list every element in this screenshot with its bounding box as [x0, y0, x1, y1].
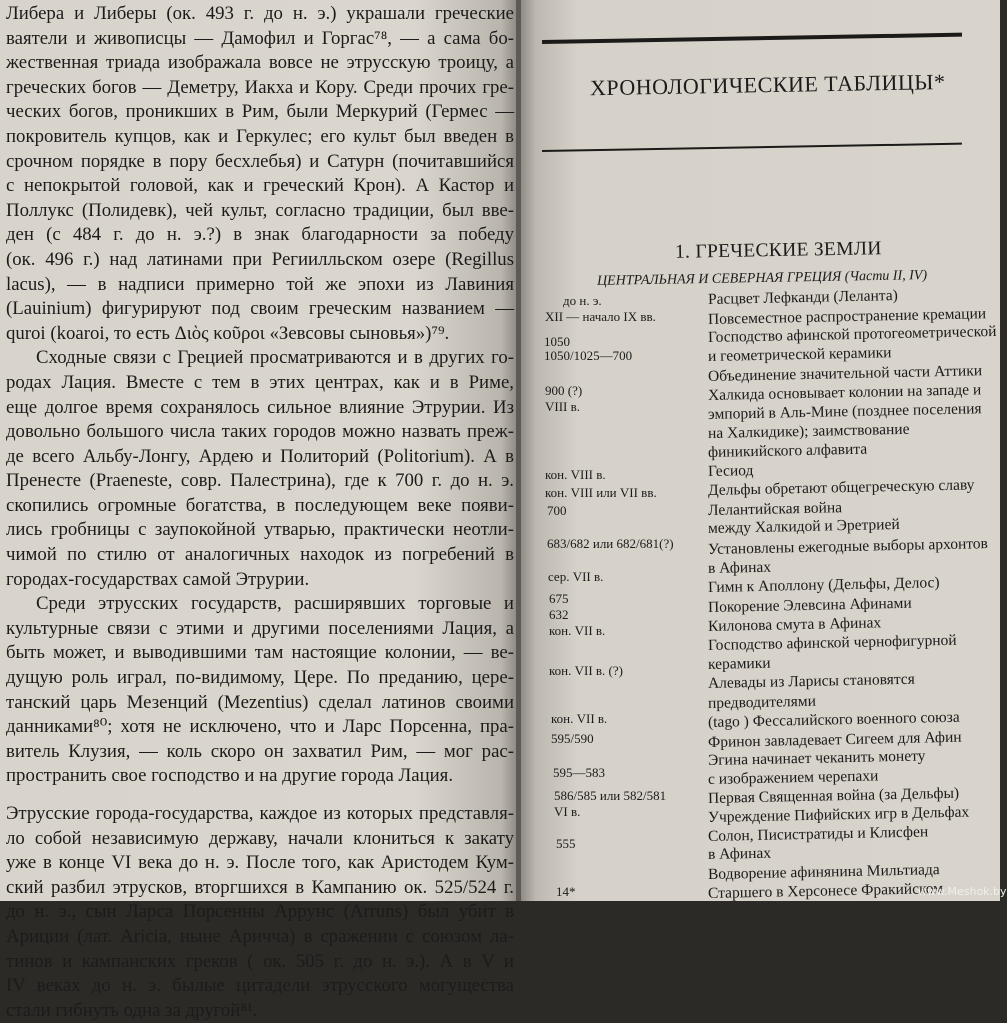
chronology-event: в Афинах	[707, 844, 772, 864]
chronology-event: между Халкидой и Эретрией	[707, 516, 900, 538]
text-line: до н. э., сын Ларса Порсенны Аррунс (Arruns) был убит в	[6, 901, 514, 923]
chronology-date: VIII в.	[545, 399, 581, 414]
paragraph-gap	[6, 789, 514, 802]
chronology-event: Фринон завладевает Сигеем для Афин	[707, 728, 962, 751]
section-title: 1. ГРЕЧЕСКИЕ ЗЕМЛИ	[674, 238, 882, 263]
left-page-text	[6, 2, 514, 1023]
chronology-date: кон. VII в. (?)	[549, 663, 623, 678]
text-line: еще долгое время сохранялось сильное влияние Этрурии. Из	[6, 396, 514, 418]
chronology-event: Гесиод	[707, 462, 754, 481]
chronology-event: эмпорий в Аль-Мине (позднее поселения	[707, 400, 982, 423]
chronology-event: Объединение значительной части Аттики	[707, 362, 983, 386]
watermark: www.Meshok.by	[918, 885, 1007, 898]
page-number: 14*	[556, 884, 576, 899]
text-line: городах-государствах самой Этрурии.	[6, 568, 310, 590]
text-line: жественная триада изображала вовсе не этрусскую троицу, а	[6, 52, 514, 74]
chronology-date: 632	[549, 607, 569, 622]
chronology-date: XII — начало IX вв.	[545, 309, 656, 324]
chronology-event: Расцвет Лефканди (Леланта)	[707, 286, 898, 308]
chronology-event: в Афинах	[707, 558, 772, 578]
chronology-event: Старшего в Херсонесе Фракийском	[707, 880, 944, 902]
text-line: чимой по стилю от аналогичных находок из погребений в	[6, 544, 514, 566]
text-line: Этрусские города-государства, каждое из которых представля-	[6, 803, 514, 824]
chronology-event: на Халкидике); заимствование	[707, 421, 910, 443]
text-line: Сходные связи с Грецией просматриваются и в других го-	[36, 347, 514, 369]
text-line: танский царь Мезенций (Mezentius) сделал латинов своими	[6, 691, 514, 713]
text-line: скопились огромные богатства, в последующем веке появи-	[6, 494, 514, 516]
text-line: ский разбил этрусков, вторгшихся в Кампанию ок. 525/524 г.	[6, 876, 514, 898]
chronology-date: 900 (?)	[545, 383, 583, 398]
chronology-event: Эгина начинает чеканить монету	[707, 747, 926, 769]
text-line: покровитель купцов, как и Геркулес; его культ был введен в	[6, 125, 514, 147]
chronology-event: Учреждение Пифийских игр в Дельфах	[707, 803, 970, 827]
chronology-date: сер. VII в.	[548, 569, 604, 584]
chronology-event: Повсеместное распространение кремации	[707, 304, 987, 328]
chronology-date: кон. VIII или VII вв.	[545, 485, 657, 500]
text-line: Поллукс (Полидевк), чей культ, согласно традиции, был вве-	[6, 199, 514, 221]
text-line: IV веках до н. э. былые цитадели этрусского могущества	[6, 975, 514, 997]
text-line: дущую роль играл, по-видимому, Цере. По преданию, цере-	[6, 667, 514, 689]
text-line: ческих богов, проникших в Рим, были Меркурий (Гермес —	[6, 101, 514, 123]
chronology-event: Халкида основывает колонии на западе и	[707, 380, 982, 404]
page-heading: ХРОНОЛОГИЧЕСКИЕ ТАБЛИЦЫ*	[589, 69, 946, 101]
chronology-event: Алевады из Ларисы становятся	[707, 671, 915, 693]
text-line: уже в конце VI века до н. э. После того, как Аристодем Кум-	[6, 852, 514, 874]
chronology-date: 595/590	[551, 731, 594, 746]
text-line: Пренесте (Praeneste, совр. Палестрина), где к 700 г. до н. э.	[6, 470, 514, 492]
chronology-date: кон. VII в.	[551, 711, 608, 726]
text-line: культурные связи с этими и другими поселениями Лация, а	[6, 617, 514, 639]
chronology-event: керамики	[707, 654, 771, 674]
text-line: ло собой независимую державу, начали клониться к закату	[6, 827, 514, 849]
text-line: лись гробницы с заупокойной утварью, практически неотли-	[6, 519, 514, 541]
chronology-date: кон. VII в.	[549, 623, 606, 638]
text-line: срочном порядке в пору бесхлебья) и Сатурн (почитавшийся	[6, 150, 514, 172]
text-line: ден (с 484 г. до н. э.?) в знак благодарности за победу	[6, 224, 514, 246]
chronology-date: 586/585 или 582/581	[554, 788, 667, 803]
chronology-date: 1050	[544, 334, 570, 349]
chronology-event: Господство афинской чернофигурной	[707, 631, 957, 654]
text-line: тинов и кампанских греков ( ок. 505 г. до н. э.). А в V и	[6, 950, 514, 972]
chronology-event: Покорение Элевсина Афинами	[707, 594, 912, 616]
chronology-event: с изображением черепахи	[707, 767, 879, 789]
text-line: с непокрытой головой, как и греческий Крон). А Кастор и	[6, 175, 514, 197]
text-line: Среди этрусских государств, расширявших торговые и	[36, 593, 514, 615]
text-line: де всего Альбу-Лонгу, Ардею и Политорий (Politorium). А в	[6, 445, 514, 467]
chronology-date: кон. VIII в.	[545, 467, 606, 482]
text-line: lacus), — в надписи примерно той же эпохи из Лавиния	[6, 273, 514, 295]
text-line: Ариции (лат. Aricia, ныне Ариччa) в сражении с союзом ла-	[6, 925, 514, 947]
text-line: пространить свое господство и на другие города Лация.	[6, 765, 454, 787]
chronology-date: 595—583	[553, 765, 605, 780]
chronology-event: Водворение афинянина Мильтиада	[707, 860, 940, 883]
text-line: витель Клузия, — коль скоро он захватил Рим, — мог рас-	[6, 740, 514, 762]
chronology-event: Лелантийская война	[707, 499, 843, 519]
text-line: ваятели и живописцы — Дамофил и Горгас⁷⁸, — а сама бо-	[6, 27, 514, 49]
text-line: греческих богов — Деметру, Иакха и Кору. Среди прочих гре-	[6, 76, 514, 98]
text-line: довольно большого числа таких городов можно назвать преж-	[6, 421, 514, 443]
chronology-date: 1050/1025—700	[544, 348, 633, 363]
chronology-event: Господство афинской протогеометрической	[707, 323, 997, 347]
chronology-date: 675	[549, 591, 569, 606]
chronology-date: VI в.	[554, 804, 581, 819]
chronology-event: финикийского алфавита	[707, 440, 868, 461]
text-line: данниками⁸⁰; хотя не исключено, что и Ларс Порсенна, пра-	[6, 716, 514, 738]
chronology-event: Солон, Писистратиды и Клисфен	[707, 823, 929, 845]
chronology-event: Килонова смута в Афинах	[707, 614, 882, 636]
chronology-event: Гимн к Аполлону (Дельфы, Делос)	[707, 574, 940, 597]
text-line: стали гибнуть одна за другой⁸¹.	[6, 999, 258, 1021]
chronology-date: 683/682 или 682/681(?)	[547, 536, 674, 551]
chronology-event: Дельфы обретают общегреческую славу	[707, 476, 975, 500]
text-line: родах Лация. Вместе с тем в этих центрах, как и в Риме,	[6, 371, 514, 393]
chronology-date: 700	[547, 503, 567, 518]
text-line: быть может, и выводившими там настоящие колонии, — ве-	[6, 642, 514, 664]
chronology-date: 555	[556, 836, 576, 851]
text-line: (ок. 496 г.) над латинами при Региилльском озере (Regillus	[6, 248, 514, 270]
chronology-event: Установлены ежегодные выборы архонтов	[707, 534, 989, 558]
chronology-event: и геометрической керамики	[707, 343, 892, 365]
text-line: (Lauinium) фигурируют под своим греческим названием —	[6, 298, 514, 320]
chronology-event: Первая Священная война (за Дельфы)	[707, 784, 960, 807]
chronology-date: до н. э.	[563, 293, 602, 308]
text-line: qurоі (koaroi, то есть Διὸς κοῦροι «Зевсовы сыновья»)⁷⁹.	[6, 322, 450, 344]
chronology-event: (tago ) Фессалийского военного союза	[707, 708, 960, 732]
subsection-title: ЦЕНТРАЛЬНАЯ И СЕВЕРНАЯ ГРЕЦИЯ (Части II, IV)	[596, 268, 928, 289]
chronology-event: предводителями	[707, 692, 817, 712]
text-line: Либера и Либеры (ок. 493 г. до н. э.) украшали греческие	[6, 3, 514, 24]
